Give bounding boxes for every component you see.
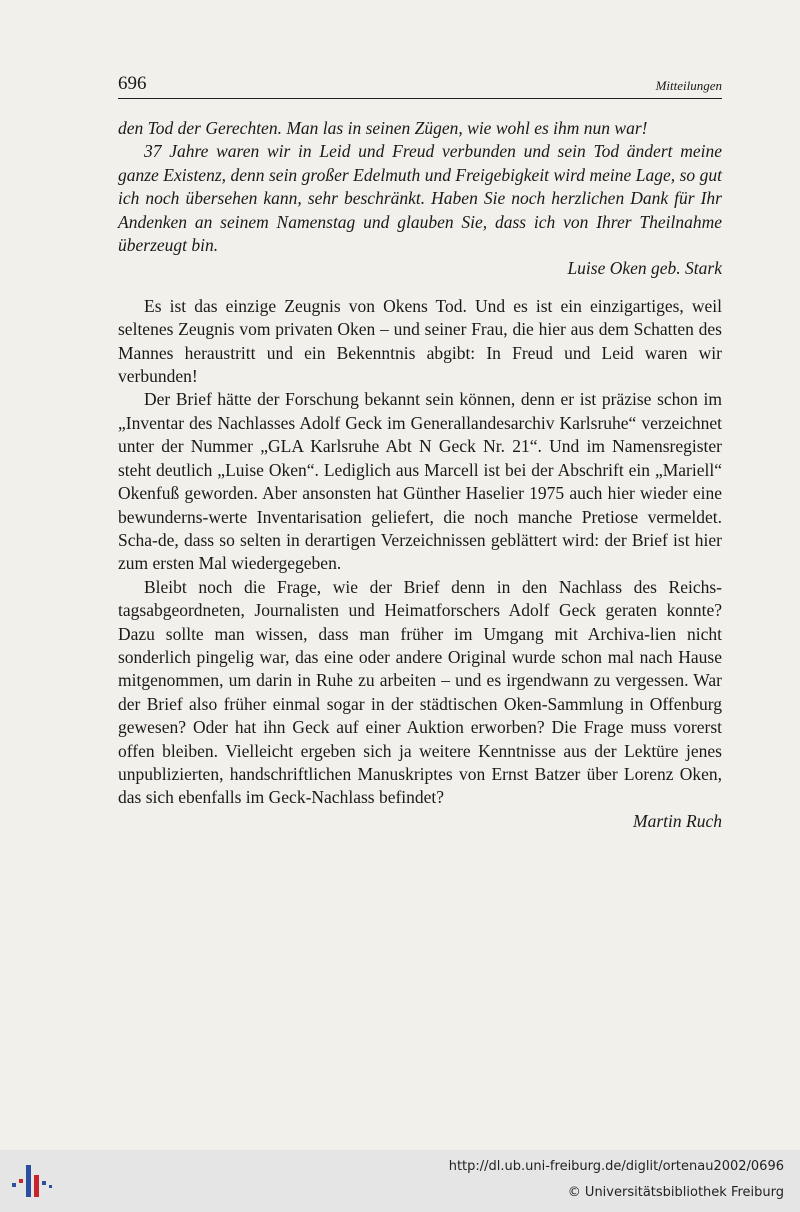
- page-number: 696: [118, 73, 147, 94]
- copyright-text: © Universitätsbibliothek Freiburg: [567, 1185, 784, 1200]
- source-url-link[interactable]: http://dl.ub.uni-freiburg.de/diglit/ortenau2002/0696: [448, 1159, 784, 1174]
- page-content: [118, 117, 722, 833]
- library-footer: [0, 1150, 800, 1212]
- letter-paragraph: 37 Jahre waren wir in Leid und Freud verbunden und sein Tod ändert meine ganze Existenz, denn sein großer Edelmuth und Freigebigkeit wird meine Lage, so gut ich noch übersehen kann, sehr beschränkt. Haben Sie noch herzlichen Dank für Ihr Andenken an seinem Namenstag und glauben Sie, dass ich von Ihrer Theilnahme überzeugt bin.: [118, 141, 722, 256]
- essay-text: [118, 295, 722, 833]
- ub-freiburg-logo-icon[interactable]: [10, 1161, 54, 1201]
- letter-quote: [118, 117, 722, 281]
- essay-paragraph: Der Brief hätte der Forschung bekannt sein können, denn er ist präzise schon im „Inventar des Nachlasses Adolf Geck im Generallandesarchiv Karlsruhe“ verzeichnet unter der Nummer „GLA Karlsruhe Abt N Geck Nr. 21“. Und im Namensregister steht deutlich „Luise Oken“. Lediglich aus Marcell ist bei der Abschrift ein „Mariell“ Okenfuß geworden. Aber ansonsten hat Günther Haselier 1975 auch hier wieder eine bewunderns-werte Inventarisation geliefert, die noch manche Pretiose vermeldet. Scha-de, dass so selten in derartigen Verzeichnissen geblättert wird: der Brief ist hier zum ersten Mal wiedergegeben.: [118, 389, 722, 574]
- section-title: Mitteilungen: [655, 78, 722, 93]
- essay-paragraph: Bleibt noch die Frage, wie der Brief denn in den Nachlass des Reichs-tagsabgeordneten, Journalisten und Heimatforschers Adolf Geck geraten konnte? Dazu sollte man wissen, dass man früher im Umgang mit Archiva-lien nicht sonderlich pingelig war, das eine oder andere Original wurde schon mal nach Hause mitgenommen, um darin in Ruhe zu arbeiten – und es irgendwann zu vergessen. War der Brief also früher einmal sogar in der städtischen Oken-Sammlung in Offenburg gewesen? Oder hat ihn Geck auf einer Auktion erworben? Die Frage muss vorerst offen bleiben. Vielleicht ergeben sich ja weitere Kenntnisse aus der Lektüre jenes unpublizierten, handschriftlichen Manuskriptes von Ernst Batzer über Lorenz Oken, das sich ebenfalls im Geck-Nachlass befindet?: [118, 576, 722, 808]
- letter-line: den Tod der Gerechten. Man las in seinen Zügen, wie wohl es ihm nun war!: [118, 118, 648, 138]
- author-signature: Martin Ruch: [633, 810, 722, 831]
- essay-paragraph: Es ist das einzige Zeugnis von Okens Tod. Und es ist ein einzigartiges, weil seltenes Zeugnis vom privaten Oken – und seiner Frau, die hier aus dem Schatten des Mannes heraustritt und ein Bekenntnis abgibt: In Freud und Leid waren wir verbunden!: [118, 295, 722, 387]
- letter-signature: Luise Oken geb. Stark: [567, 258, 722, 279]
- running-header: [118, 72, 722, 99]
